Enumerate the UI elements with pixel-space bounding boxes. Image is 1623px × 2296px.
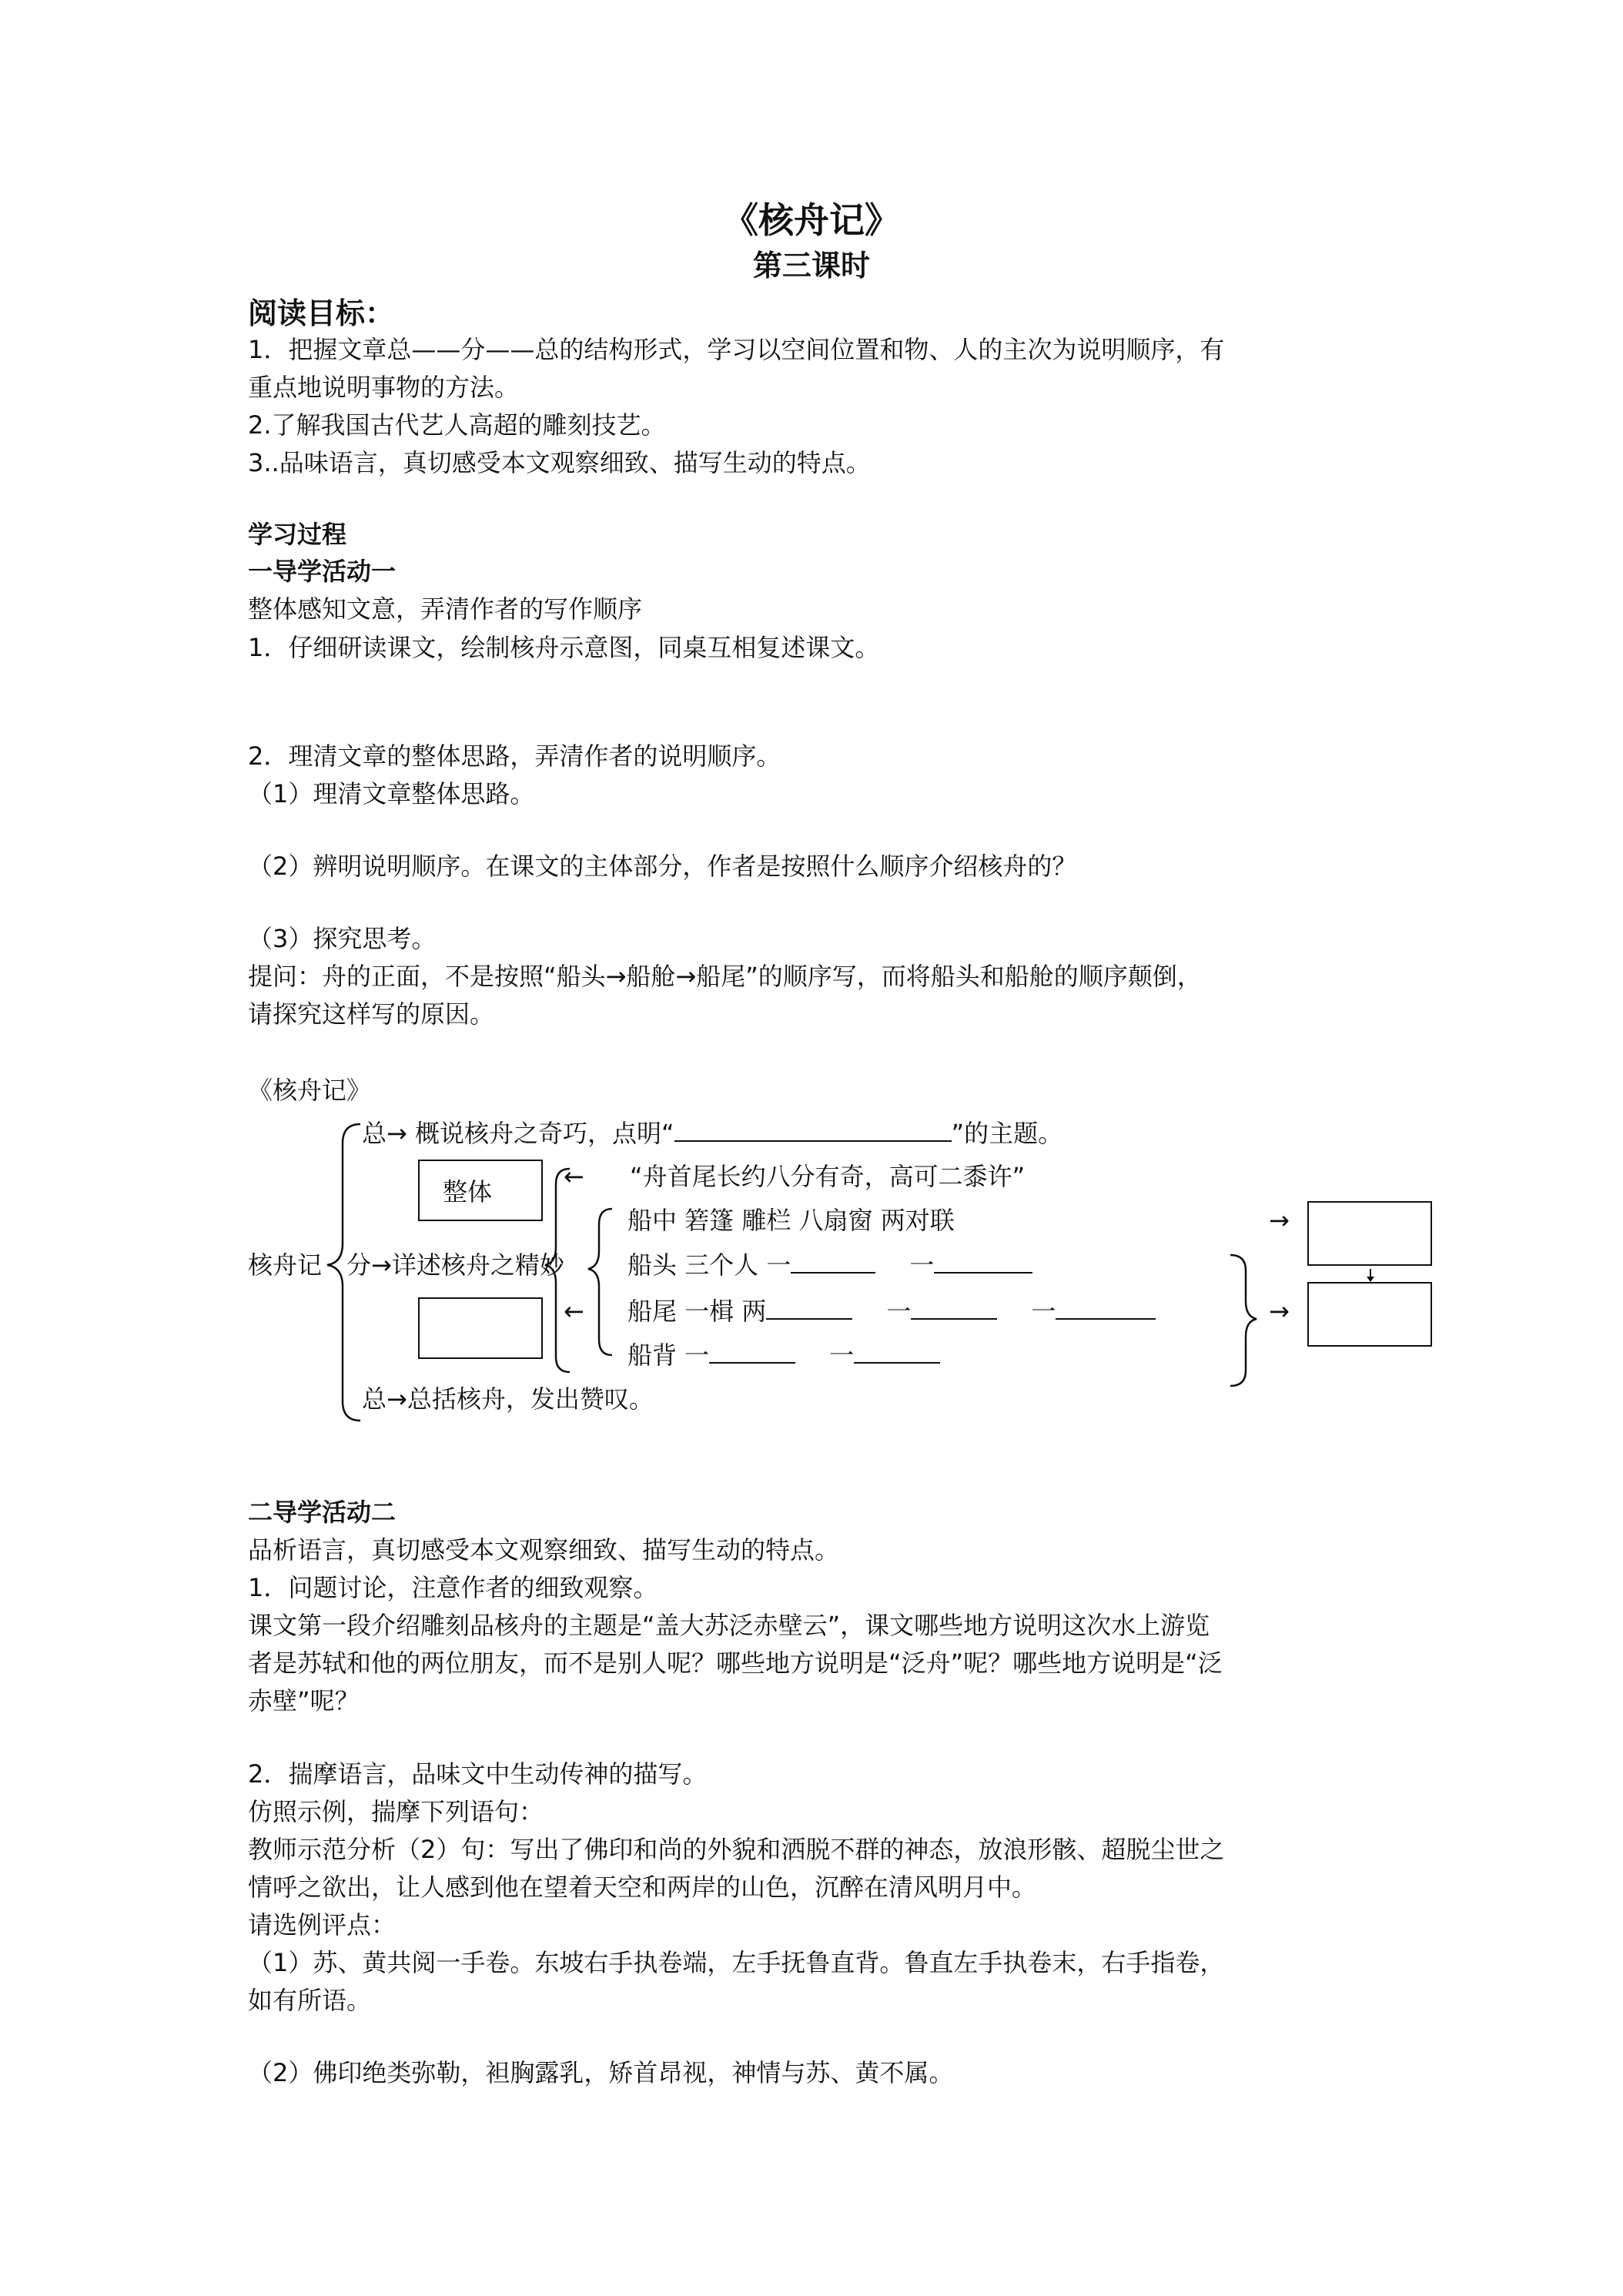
- diagram-bottom-total: 总→总括核舟，发出赞叹。: [362, 1384, 654, 1414]
- row-stern-label: 船尾 一楫 两: [627, 1297, 767, 1326]
- diagram-root: 核舟记: [248, 1250, 323, 1280]
- row-bow-label: 船头 三个人 一: [627, 1250, 791, 1280]
- activity-1-heading: 一导学活动一: [248, 557, 397, 586]
- activity-1-question-2-2: （2）辨明说明顺序。在课文的主体部分，作者是按照什么顺序介绍核舟的？: [248, 852, 1077, 881]
- back-blank-1[interactable]: [709, 1340, 795, 1364]
- stern-blank-2[interactable]: [911, 1297, 997, 1320]
- goal-item-3: 3..品味语言，真切感受本文观察细致、描写生动的特点。: [248, 448, 871, 477]
- stern-blank-3[interactable]: [1056, 1297, 1156, 1320]
- sentence-1-line-2: 如有所语。: [248, 1986, 372, 2015]
- diagram-divide: 分→详述核舟之精妙: [346, 1250, 564, 1280]
- stern-right-arrow: →: [1269, 1297, 1290, 1326]
- diagram-top-total-text: 总→ 概说核舟之奇巧，点明“: [362, 1119, 674, 1148]
- process-heading: 学习过程: [248, 520, 347, 549]
- detail-left-arrow: ←: [564, 1297, 584, 1326]
- diagram-caption: 《核舟记》: [248, 1076, 372, 1105]
- row-cabin: 船中 箬篷 雕栏 八扇窗 两对联: [627, 1206, 955, 1235]
- activity-1-question-2-3: （3）探究思考。: [248, 924, 437, 953]
- whole-box-label: 整体: [443, 1177, 493, 1207]
- row-stern-b-label: 一: [886, 1297, 912, 1326]
- row-back: [627, 1340, 940, 1371]
- diagram-top-total: [362, 1118, 1062, 1149]
- activity-2-demo-line-2: 情呼之欲出，让人感到他在望着天空和两岸的山色，沉醉在清风明月中。: [248, 1873, 1037, 1902]
- activity-2-choose: 请选例评点：: [248, 1910, 397, 1940]
- goal-item-2: 2.了解我国古代艺人高超的雕刻技艺。: [248, 410, 666, 440]
- stern-blank-1[interactable]: [766, 1297, 852, 1320]
- goals-heading: 阅读目标：: [248, 296, 395, 330]
- page-title: 《核舟记》: [723, 199, 900, 241]
- activity-2-question-1-line-1: 课文第一段介绍雕刻品核舟的主题是“盖大苏泛赤壁云”，课文哪些地方说明这次水上游览: [248, 1611, 1210, 1640]
- cabin-right-arrow: →: [1269, 1206, 1290, 1235]
- bow-blank-1[interactable]: [791, 1250, 875, 1274]
- whole-left-arrow: ←: [564, 1162, 584, 1191]
- activity-1-question-1: 1．仔细研读课文，绘制核舟示意图，同桌互相复述课文。: [248, 633, 880, 662]
- activity-2-question-2: 2．揣摩语言，品味文中生动传神的描写。: [248, 1759, 708, 1789]
- activity-2-question-1: 1．问题讨论，注意作者的细致观察。: [248, 1573, 658, 1602]
- diagram-top-total-end: ”的主题。: [951, 1119, 1063, 1148]
- whole-box: [418, 1160, 543, 1221]
- back-blank-2[interactable]: [854, 1340, 940, 1364]
- row-back-label: 船背 一: [627, 1340, 710, 1370]
- activity-1-ask-line-1: 提问：舟的正面，不是按照“船头→船舱→船尾”的顺序写，而将船头和船舱的顺序颠倒，: [248, 962, 1202, 991]
- goal-item-1-line-2: 重点地说明事物的方法。: [248, 373, 520, 402]
- activity-2-demo-line-1: 教师示范分析（2）句：写出了佛印和尚的外貌和洒脱不群的神态，放浪形骸、超脱尘世之: [248, 1835, 1225, 1864]
- activity-1-question-2: 2．理清文章的整体思路，弄清作者的说明顺序。: [248, 741, 781, 771]
- right-answer-box-1[interactable]: [1307, 1201, 1432, 1266]
- sentence-2: （2）佛印绝类弥勒，袒胸露乳，矫首昂视，神情与苏、黄不属。: [248, 2058, 954, 2087]
- activity-1-intro: 整体感知文意，弄清作者的写作顺序: [248, 594, 643, 624]
- bow-blank-2[interactable]: [934, 1250, 1032, 1274]
- row-back-b-label: 一: [829, 1340, 855, 1370]
- row-stern: [627, 1296, 1156, 1327]
- page-subtitle: 第三课时: [752, 249, 870, 283]
- activity-2-question-1-line-3: 赤壁”呢？: [248, 1686, 360, 1715]
- diagram-quote: “舟首尾长约八分有奇，高可二黍许”: [630, 1162, 1026, 1191]
- activity-2-heading: 二导学活动二: [248, 1498, 397, 1527]
- activity-2-imitate: 仿照示例，揣摩下列语句：: [248, 1797, 544, 1826]
- detail-box[interactable]: [418, 1297, 543, 1359]
- right-answer-box-2[interactable]: [1307, 1282, 1432, 1347]
- activity-2-question-1-line-2: 者是苏轼和他的两位朋友，而不是别人呢？哪些地方说明是“泛舟”呢？哪些地方说明是“泛: [248, 1648, 1223, 1678]
- sentence-1-line-1: （1）苏、黄共阅一手卷。东坡右手执卷端，左手抚鲁直背。鲁直左手执卷末，右手指卷，: [248, 1948, 1225, 1977]
- row-stern-c-label: 一: [1031, 1297, 1056, 1326]
- goal-item-1-line-1: 1．把握文章总——分——总的结构形式，学习以空间位置和物、人的主次为说明顺序，有: [248, 335, 1225, 364]
- activity-1-question-2-1: （1）理清文章整体思路。: [248, 779, 535, 808]
- activity-2-intro: 品析语言，真切感受本文观察细致、描写生动的特点。: [248, 1535, 840, 1565]
- activity-1-ask-line-2: 请探究这样写的原因。: [248, 999, 495, 1029]
- row-bow-b-label: 一: [909, 1250, 935, 1280]
- theme-blank[interactable]: [674, 1119, 952, 1142]
- row-bow: [627, 1250, 1032, 1280]
